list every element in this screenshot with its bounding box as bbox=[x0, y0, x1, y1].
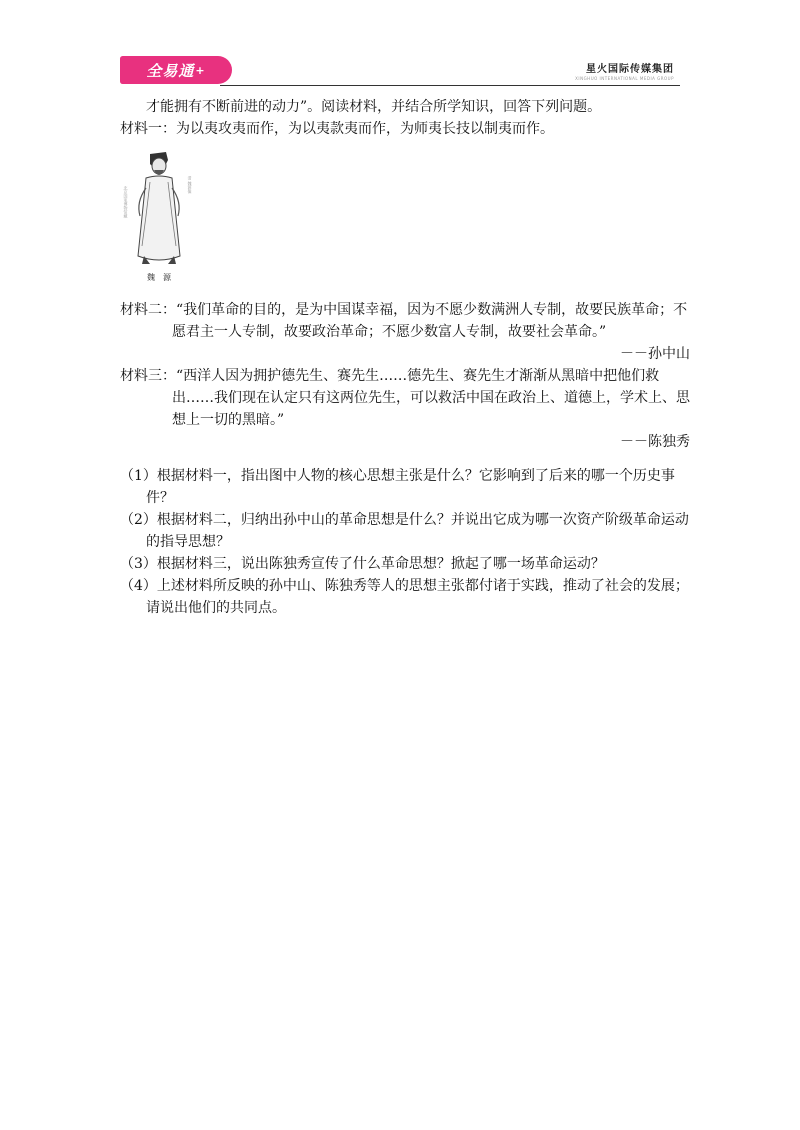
brand-english: XINGHUO INTERNATIONAL MEDIA GROUP bbox=[575, 76, 674, 81]
intro-text: 才能拥有不断前进的动力”。阅读材料，并结合所学知识，回答下列问题。 bbox=[146, 99, 602, 115]
portrait-side-text-left bbox=[124, 185, 129, 219]
logo-plus: + bbox=[195, 63, 206, 77]
question-4: （4）上述材料所反映的孙中山、陈独秀等人的思想主张都付诸于实践，推动了社会的发展；请说出他们的共同点。 bbox=[120, 578, 689, 616]
material-2-author: －－孙中山 bbox=[620, 346, 690, 362]
wei-yuan-portrait bbox=[120, 146, 198, 286]
portrait-side-text-right bbox=[187, 175, 193, 194]
page-header bbox=[120, 56, 680, 86]
brand-name: 星火国际传媒集团 bbox=[586, 64, 674, 75]
logo-text: 全易通 bbox=[146, 61, 195, 80]
material-3-author: －－陈独秀 bbox=[620, 434, 690, 450]
document-body bbox=[120, 96, 690, 619]
portrait-caption: 魏 源 bbox=[147, 273, 171, 282]
material-2: 材料二：“我们革命的目的，是为中国谋幸福，因为不愿少数满洲人专制，故要民族革命；不愿君主一人专制，故要政治革命；不愿少数富人专制，故要社会革命。” bbox=[120, 302, 688, 340]
svg-text:北京国家博物馆藏: 北京国家博物馆藏 bbox=[123, 186, 129, 218]
material-3: 材料三：“西洋人因为拥护德先生、赛先生……德先生、赛先生才渐渐从黑暗中把他们救出……我们现在认定只有这两位先生，可以救活中国在政治上、道德上，学术上、思想上一切的黑暗。” bbox=[120, 368, 690, 428]
svg-text:清 魏源像: 清 魏源像 bbox=[187, 176, 193, 194]
material-1: 材料一：为以夷攻夷而作，为以夷款夷而作，为师夷长技以制夷而作。 bbox=[120, 121, 554, 137]
question-3: （3）根据材料三，说出陈独秀宣传了什么革命思想？掀起了哪一场革命运动？ bbox=[120, 556, 605, 572]
question-2: （2）根据材料二，归纳出孙中山的革命思想是什么？并说出它成为哪一次资产阶级革命运动的指导思想？ bbox=[120, 512, 689, 550]
logo bbox=[120, 56, 232, 84]
header-divider bbox=[220, 85, 680, 86]
question-1: （1）根据材料一，指出图中人物的核心思想主张是什么？它影响到了后来的哪一个历史事件？ bbox=[120, 468, 675, 506]
brand bbox=[575, 60, 674, 81]
